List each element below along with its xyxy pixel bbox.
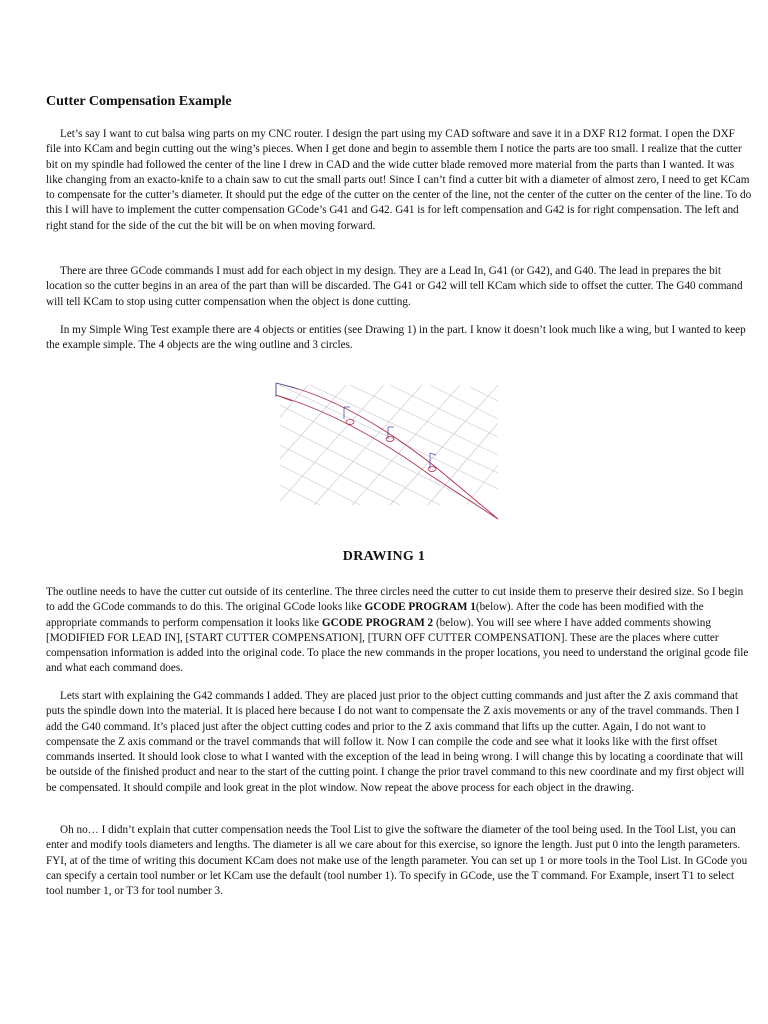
paragraph-intro (46, 127, 752, 234)
paragraph-tool-list-text: Oh no… I didn’t explain that cutter compensation needs the Tool List to give the software the diameter of the tool being used. In the Tool List, you can enter and modify tools diameters and lengths. The diameter is all we care about for this exercise, so ignore the length. Just put 0 into the length parameters. FYI, at of the time of writing this document KCam does not make use of the length parameter. You can set up 1 or more tools in the Tool List. In GCode you can specify a certain tool number or let KCam use the default (tool number 1). To specify in GCode, use the T command. For Example, insert T1 to select tool number 1, or T3 for tool number 3. (46, 824, 748, 898)
paragraph-wing-test-text: In my Simple Wing Test example there are 4 objects or entities (see Drawing 1) in the part. I know it doesn’t look much like a wing, but I wanted to keep the example simple. The 4 objects are the wing outline and 3 circles. (46, 324, 746, 352)
paragraph-wing-test (46, 323, 752, 354)
paragraph-gcode-commands (46, 264, 752, 310)
paragraph-outline-text-e: (below). You will see where I have added comments showing [MODIFIED FOR LEAD IN], [START CUTTER COMPENSATION], [TURN OFF CUTTER COMPENSATION]. These are the places where cutter compensation information is added into the original code. To place the new commands in the proper locations, you need to understand the original gcode file and what each command does. (46, 616, 749, 675)
grid-lines (280, 385, 498, 505)
paragraph-tool-list (46, 823, 752, 899)
paragraph-outline-text-a: The outline needs to have the cutter cut outside of its centerline. The three circles need the cutter to cut inside them to preserve their desired size. So I begin to add the GCode commands to do this. The original GCode looks like (46, 586, 744, 614)
drawing-caption: DRAWING 1 (342, 549, 426, 564)
paragraph-g42 (46, 689, 752, 796)
document-title: Cutter Compensation Example (46, 94, 232, 109)
drawing-1-figure (270, 377, 502, 523)
paragraph-gcode-commands-text: There are three GCode commands I must add for each object in my design. They are a Lead In, G41 (or G42), and G40. The lead in prepares the bit location so the cutter begins in an area of the part than will be discarded. The G41 or G42 will tell KCam which side to offset the cutter. The G40 command will tell KCam to stop using cutter compensation when the object is done cutting. (46, 265, 743, 308)
paragraph-outline-text-c: (below). After the code has been modified with the appropriate commands to perform compensation it looks like (46, 601, 704, 629)
paragraph-outline (46, 585, 752, 677)
gcode-program-1-ref: GCODE PROGRAM 1 (364, 601, 476, 614)
gcode-program-2-ref: GCODE PROGRAM 2 (321, 616, 434, 629)
paragraph-intro-text: Let’s say I want to cut balsa wing parts on my CNC router. I design the part using my CAD software and save it in a DXF R12 format. I open the DXF file into KCam and begin cutting out the wing’s pieces. When I get done and begin to assemble them I notice the parts are too small. I realize that the cutter bit on my spindle had followed the center of the line I drew in CAD and the wide cutter blade removed more material from the parts than I wanted. It was like changing from an exacto-knife to a chain saw to cut the small parts out! Since I can’t find a cutter bit with a diameter of almost zero, I need to get KCam to compensate for the cutter’s diameter. It should put the edge of the cutter on the center of the line, not the center of the cutter on the center of the line. To do this I will have to implement the cutter compensation GCode’s G41 and G42. G41 is for left compensation and G42 is for right compensation. The left and right stand for the side of the cut the bit will be on when moving forward. (46, 128, 752, 232)
paragraph-g42-text: Lets start with explaining the G42 commands I added. They are placed just prior to the object cutting commands and just after the Z axis command that puts the spindle down into the material. It is placed here because I do not want to compensate the Z axis movements or any of the travel commands. Then I add the G40 command. It’s placed just after the object cutting codes and prior to the Z axis command that lifts up the cutter. Again, I do not want to compensate the Z axis command or the travel commands that will follow it. Now I can compile the code and see what it looks like with the first offset commands inserted. It should look close to what I wanted with the exception of the lead in being wrong. I will change this by locating a coordinate that will be outside of the finished product and near to the start of the cutting point. I change the prior travel command to this new coordinate and my first object will be compensated. It should compile and look great in the plot window. Now repeat the above process for each object in the drawing. (46, 690, 745, 794)
